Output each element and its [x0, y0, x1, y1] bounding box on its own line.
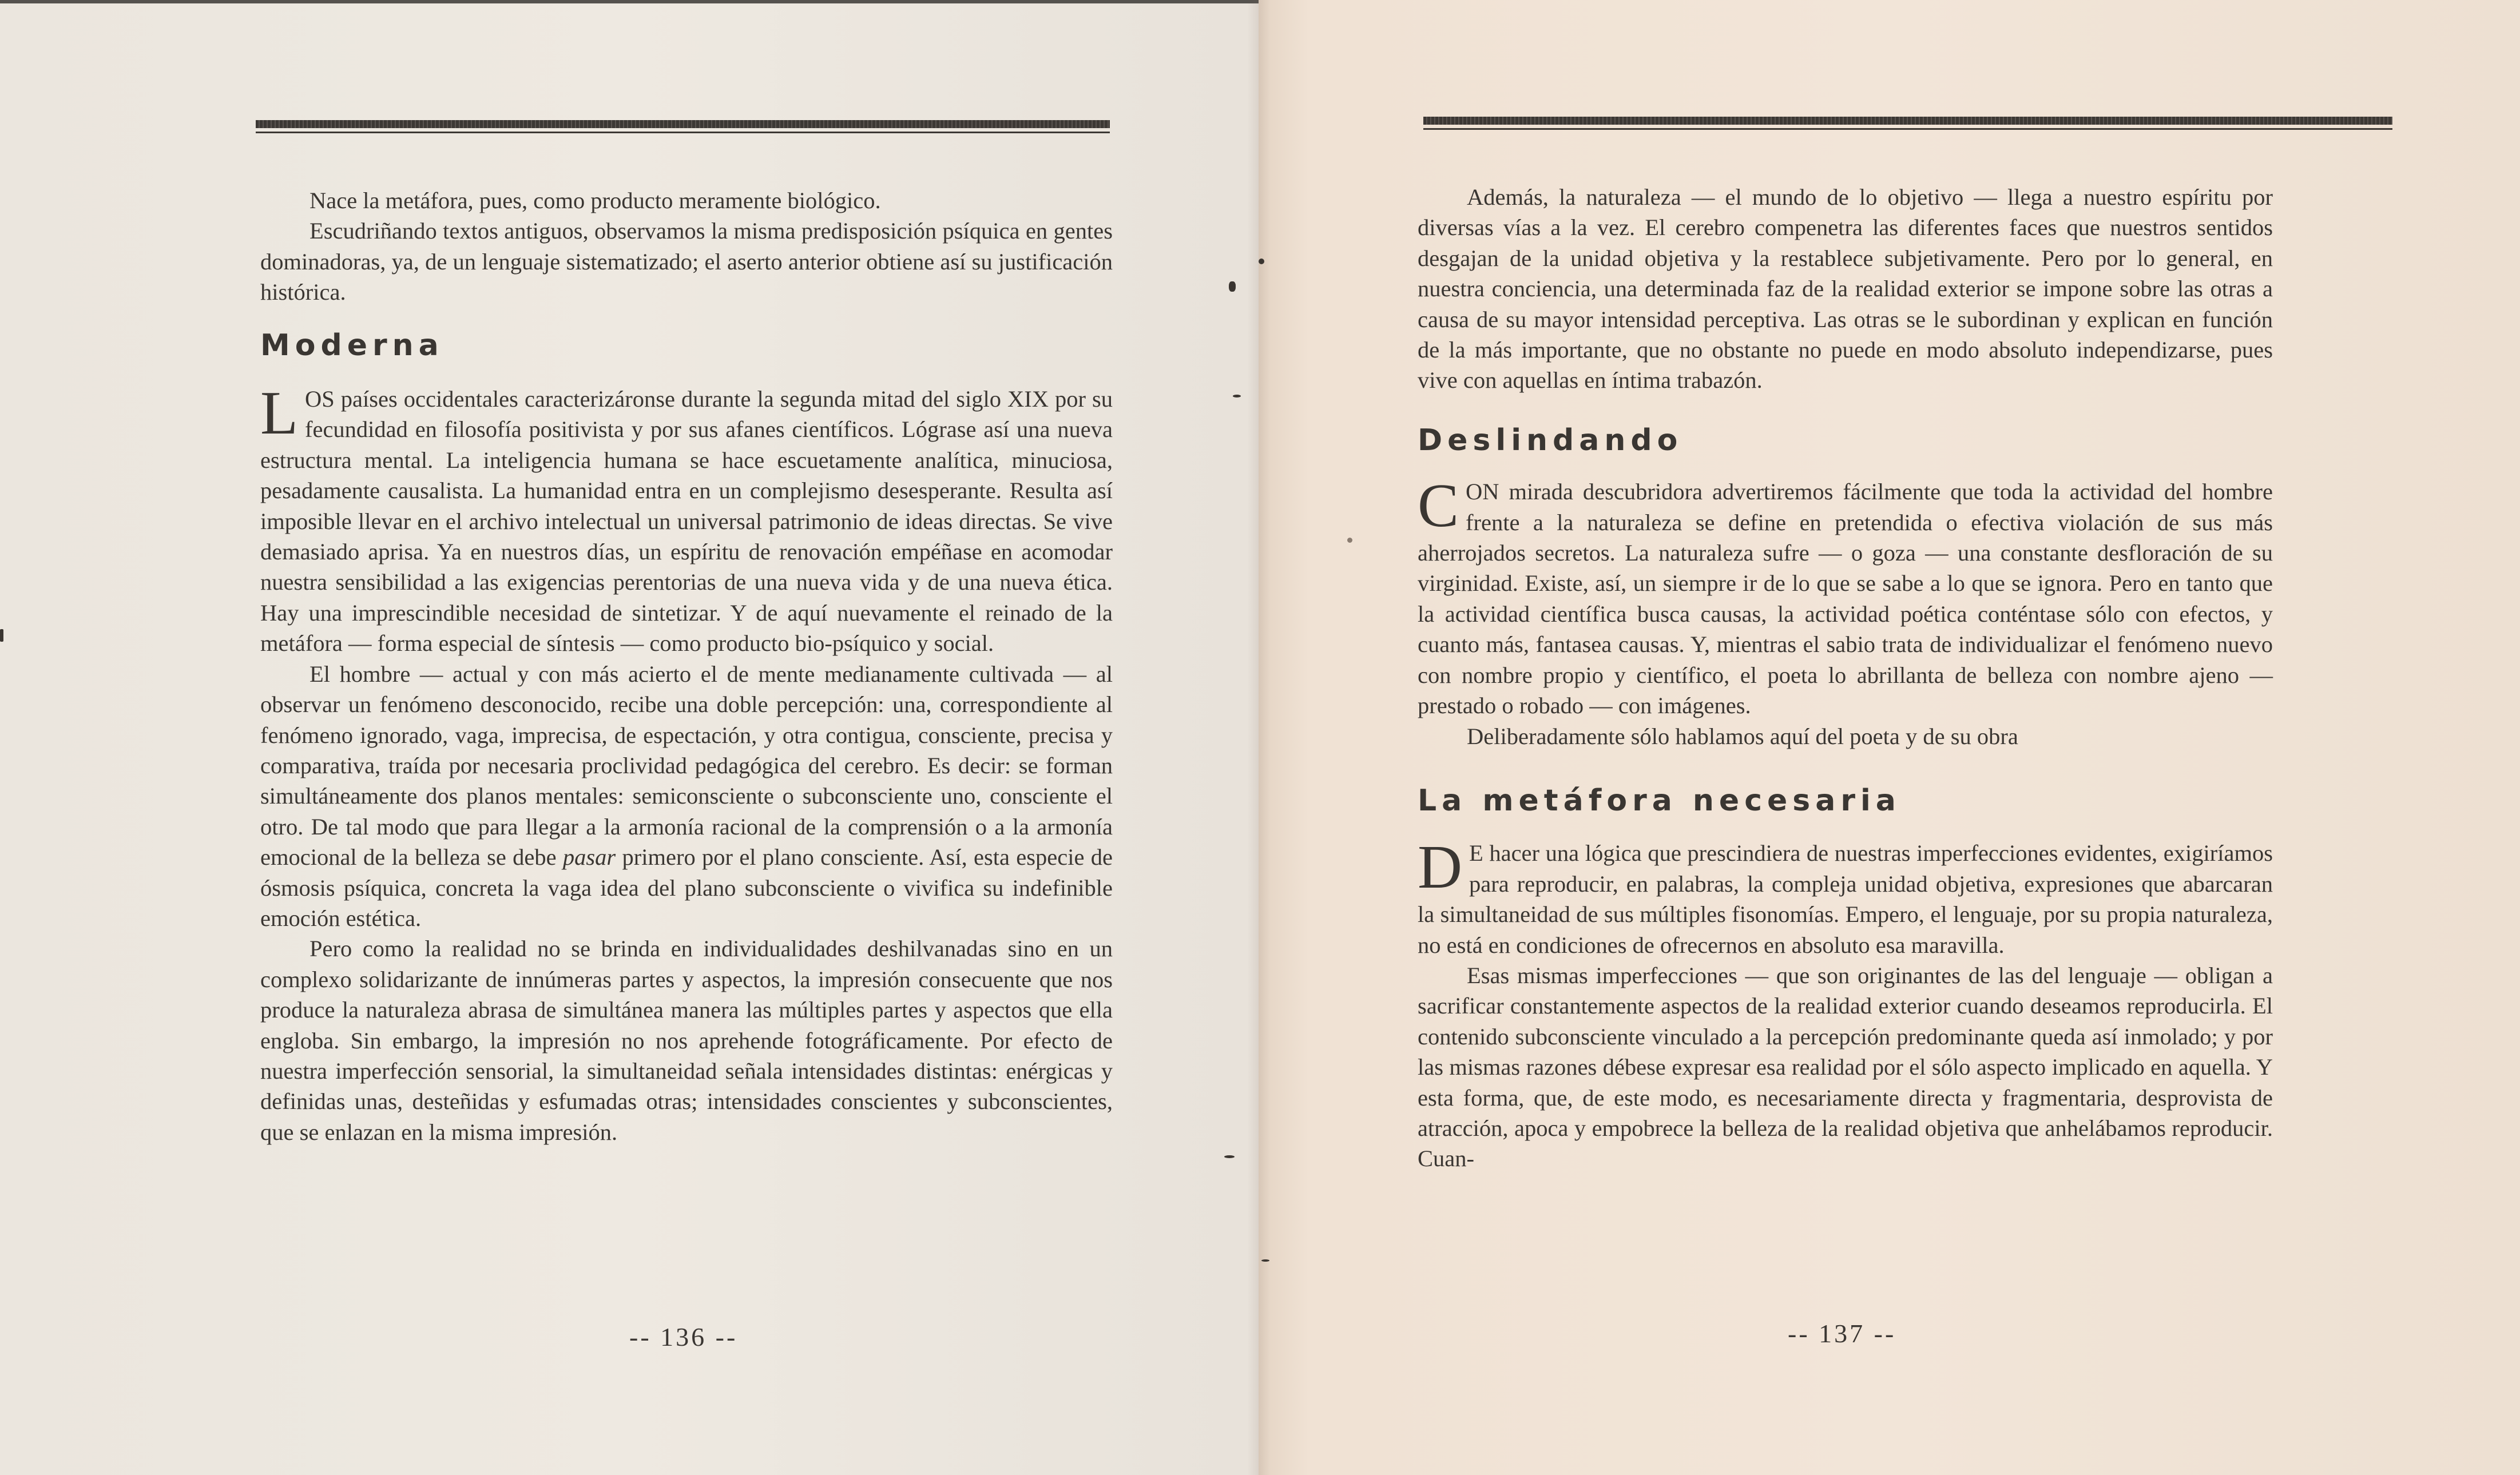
binding-mark	[1224, 1155, 1235, 1158]
header-rule-thick	[256, 120, 1110, 128]
paragraph: Deliberadamente sólo hablamos aquí del poeta y de su obra	[1467, 723, 2018, 749]
binding-mark	[1229, 281, 1236, 292]
header-rule-thin	[1423, 128, 2392, 130]
binding-mark	[1233, 395, 1241, 397]
page-number: -- 137 --	[1788, 1319, 1896, 1348]
binding-mark	[1259, 259, 1264, 264]
edge-mark	[0, 629, 3, 642]
header-rule-thick	[1423, 117, 2392, 125]
page-number: -- 136 --	[629, 1322, 738, 1351]
paragraph: Escudriñando textos antiguos, observamos la misma predisposición psíquica en gentes dominadoras, ya, de un lenguaje sistematizado; el aserto anterior obtiene así su justificación histórica.	[260, 218, 1113, 305]
paragraph-text: primero por el plano consciente. Así, esta especie de ósmosis psíquica, concreta la vaga idea del plano subconsciente o vivifica su indefinible emoción estética.	[260, 844, 1113, 931]
book-gutter	[1247, 0, 1270, 1475]
section-heading: La metáfora necesaria	[1418, 783, 1901, 818]
drop-cap: C	[1418, 472, 1459, 540]
section-heading: Moderna	[260, 328, 444, 363]
left-text-column	[260, 185, 1113, 1147]
paragraph: Esas mismas imperfecciones — que son originantes de las del lenguaje — obligan a sacrificar constantemente aspectos de la realidad exterior cuando deseamos reproducirla. El contenido subconsciente vinculado a la percepción predominante queda así inmolado; y por las mismas razones débese expresar esa realidad por el sólo aspecto implicado en aquella. Y esta forma, que, de este modo, es necesariamente directa y fragmentaria, desprovista de atracción, apoca y empobrece la belleza de la realidad objetiva que anhelábamos reproducir. Cuan-	[1418, 962, 2273, 1172]
paragraph-text: OS países occidentales caracterizáronse durante la segunda mitad del siglo XIX por su fecundidad en filosofía positivista y por sus afanes científicos. Lógrase así una nueva estructura mental. La inteligencia humana se hace escuetamente analítica, minuciosa, pesadamente causalista. La humanidad entra en un complejismo desesperante. Resulta así imposible llevar en el archivo intelectual un universal patrimonio de ideas directas. Se vive demasiado aprisa. Ya en nuestros días, un espíritu de renovación empéñase en acomodar nuestra sensibilidad a las exigencias perentorias de una nueva vida y de una nueva ética. Hay una imprescindible necesidad de sintetizar. Y de aquí nuevamente el reinado de la metáfora — forma especial de síntesis — como producto bio-psíquico y social.	[260, 386, 1113, 657]
paragraph-text: E hacer una lógica que prescindiera de nuestras imperfecciones evidentes, exigiríamos para reproducir, en palabras, la compleja unidad objetiva, expresiones que abarcaran la simultaneidad de sus múltiples fisonomías. Empero, el lenguaje, por su propia naturaleza, no está en condiciones de ofrecernos en absoluto esa maravilla.	[1418, 840, 2273, 958]
drop-cap-paragraph	[1418, 472, 2273, 721]
drop-cap: D	[1418, 833, 1462, 902]
right-text-column	[1418, 182, 2273, 1174]
paragraph	[260, 659, 1113, 934]
paragraph-text: El hombre — actual y con más acierto el de mente medianamente cultivada — al observar un fenómeno desconocido, recibe una doble percepción: una, correspondiente al fenómeno ignorado, vaga, imprecisa, de espectación, y otra contigua, consciente, precisa y comparativa, traída por necesaria proclividad pedagógica del cerebro. Es decir: se forman simultáneamente dos planos mentales: semiconsciente o subconsciente uno, consciente el otro. De tal modo que para llegar a la armonía racional de la comprensión o a la armonía emocional de la belleza se debe	[260, 661, 1113, 870]
italic-word: pasar	[562, 844, 616, 870]
drop-cap-paragraph	[1418, 833, 2273, 960]
section-heading: Deslindando	[1418, 423, 1683, 458]
drop-cap: L	[260, 379, 298, 448]
header-rule	[1423, 117, 2392, 129]
left-page	[0, 0, 1259, 1475]
paragraph-text: ON mirada descubridora advertiremos fácilmente que toda la actividad del hombre frente a la naturaleza se define en pretendida o efectiva violación de sus más aherrojados secretos. La naturaleza sufre — o goza — una constante desfloración de su virginidad. Existe, así, un siempre ir de lo que se sabe a lo que se ignora. Pero en tanto que la actividad científica busca causas, la actividad poética conténtase sólo con efectos, y cuanto más, fantasea causas. Y, mientras el sabio trata de individualizar el fenómeno nuevo con nombre propio y científico, el poeta lo abrillanta de belleza con nombre ajeno — prestado o robado — con imágenes.	[1418, 479, 2273, 719]
paper-speck	[1347, 538, 1352, 543]
drop-cap-paragraph	[260, 379, 1113, 659]
paragraph: Nace la metáfora, pues, como producto meramente biológico.	[309, 188, 881, 213]
header-rule-thin	[256, 132, 1110, 133]
header-rule	[256, 120, 1110, 133]
binding-mark	[1261, 1259, 1269, 1262]
paragraph: Pero como la realidad no se brinda en individualidades deshilvanadas sino en un complexo solidarizante de innúmeras partes y aspectos, la impresión consecuente que nos produce la naturaleza abrasa de simultánea manera las múltiples partes y aspectos que ella engloba. Sin embargo, la impresión no nos aprehende fotográficamente. Por efecto de nuestra imperfección sensorial, la simultaneidad señala intensidades distintas: enérgicas y definidas unas, desteñidas y esfumadas otras; intensidades conscientes y subconscientes, que se enlazan en la misma impresión.	[260, 936, 1113, 1145]
paragraph: Además, la naturaleza — el mundo de lo objetivo — llega a nuestro espíritu por diversas vías a la vez. El cerebro compenetra las diferentes faces que nuestros sentidos desgajan de la unidad objetiva y la restablece subjetivamente. Pero por lo general, en nuestra conciencia, una determinada faz de la realidad exterior se impone sobre las otras a causa de su mayor intensidad perceptiva. Las otras se le subordinan y explican en función de la más importante, que no obstante no puede en modo absoluto independizarse, pues vive con aquellas en íntima trabazón.	[1418, 184, 2273, 393]
